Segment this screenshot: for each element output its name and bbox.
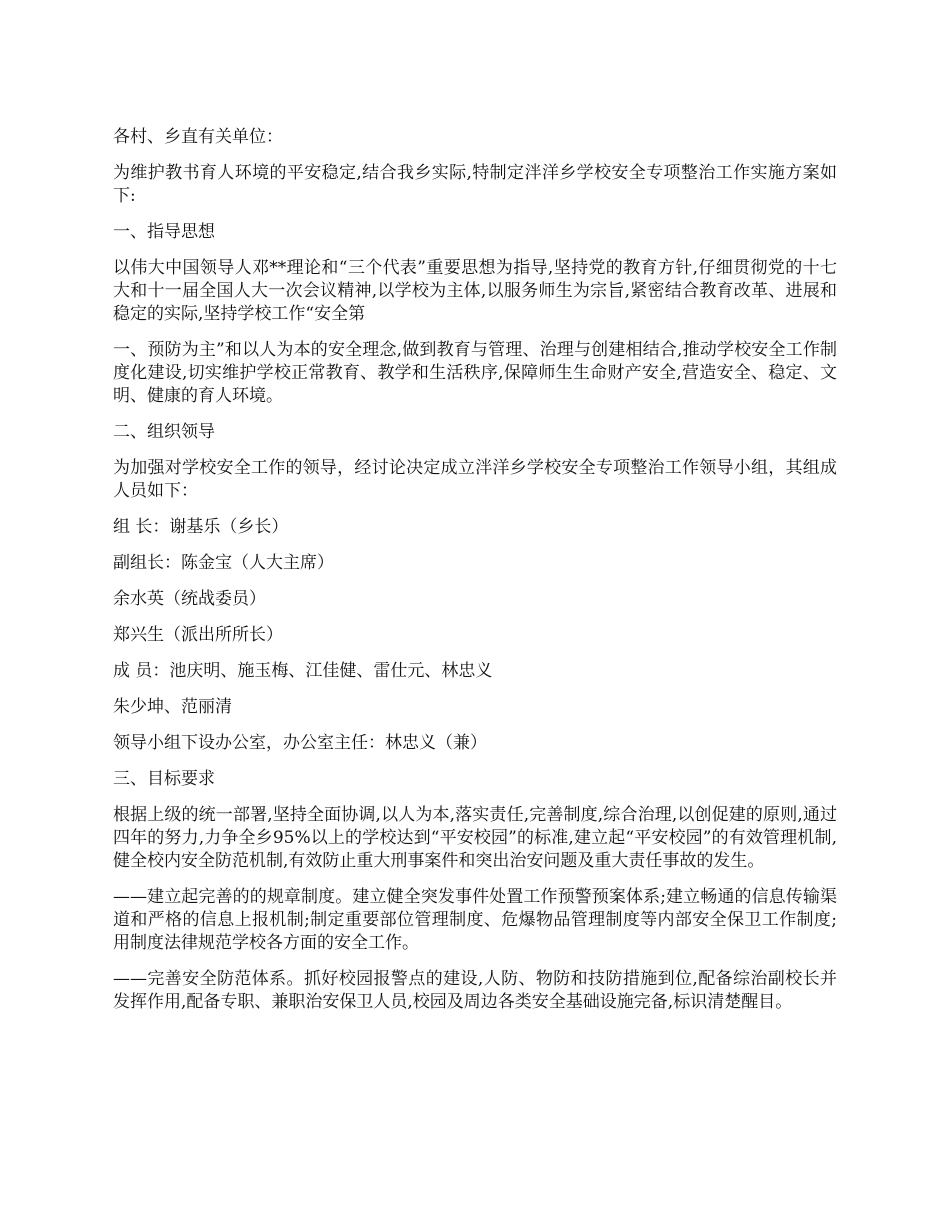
members-line-continued: 朱少坤、范丽清 — [113, 697, 232, 717]
safety-principle-paragraph: 一、预防为主”和以人为本的安全理念,做到教育与管理、治理与创建相结合,推动学校安全工作制度化建设,切实维护学校正常教育、教学和生活秩序,保障师生生命财产安全,营造安全、稳定、文明、健康的育人环境。 — [113, 340, 837, 406]
team-leader-line: 组 长：谢基乐（乡长） — [113, 517, 289, 537]
intro-paragraph: 为维护教书育人环境的平安稳定,结合我乡实际,特制定泮洋乡学校安全专项整治工作实施方案如下: — [113, 163, 837, 206]
section-heading-goals: 三、目标要求 — [113, 769, 215, 789]
deputy-member-line-1: 余水英（统战委员） — [113, 589, 266, 609]
document-body — [113, 126, 837, 1027]
office-line: 领导小组下设办公室，办公室主任：林忠义（兼） — [113, 733, 487, 753]
section-heading-guiding-ideology: 一、指导思想 — [113, 222, 215, 242]
deputy-leader-line: 副组长：陈金宝（人大主席） — [113, 553, 334, 573]
members-line: 成 员：池庆明、施玉梅、江佳健、雷仕元、林忠义 — [113, 661, 493, 681]
deputy-member-line-2: 郑兴生（派出所所长） — [113, 625, 283, 645]
goals-paragraph: 根据上级的统一部署,坚持全面协调,以人为本,落实责任,完善制度,综合治理,以创促建的原则,通过四年的努力,力争全乡95%以上的学校达到“平安校园”的标准,建立起“平安校园”的有效管理机制,健全校内安全防范机制,有效防止重大刑事案件和突出治安问题及重大责任事故的发生。 — [113, 805, 837, 871]
salutation: 各村、乡直有关单位： — [113, 127, 283, 147]
rules-paragraph: ——建立起完善的的规章制度。建立健全突发事件处置工作预警预案体系;建立畅通的信息传输渠道和严格的信息上报机制;制定重要部位管理制度、危爆物品管理制度等内部安全保卫工作制度;用制度法律规范学校各方面的安全工作。 — [113, 887, 837, 953]
section-heading-organization: 二、组织领导 — [113, 422, 215, 442]
guiding-ideology-paragraph: 以伟大中国领导人邓**理论和“三个代表”重要思想为指导,坚持党的教育方针,仔细贯彻党的十七大和十一届全国人大一次会议精神,以学校为主体,以服务师生为宗旨,紧密结合教育改革、进展和稳定的实际,坚持学校工作“安全第 — [113, 258, 837, 324]
organization-paragraph: 为加强对学校安全工作的领导，经讨论决定成立泮洋乡学校安全专项整治工作领导小组，其组成人员如下： — [113, 458, 837, 501]
prevention-system-paragraph: ——完善安全防范体系。抓好校园报警点的建设,人防、物防和技防措施到位,配备综治副校长并发挥作用,配备专职、兼职治安保卫人员,校园及周边各类安全基础设施完备,标识清楚醒目。 — [113, 969, 837, 1012]
